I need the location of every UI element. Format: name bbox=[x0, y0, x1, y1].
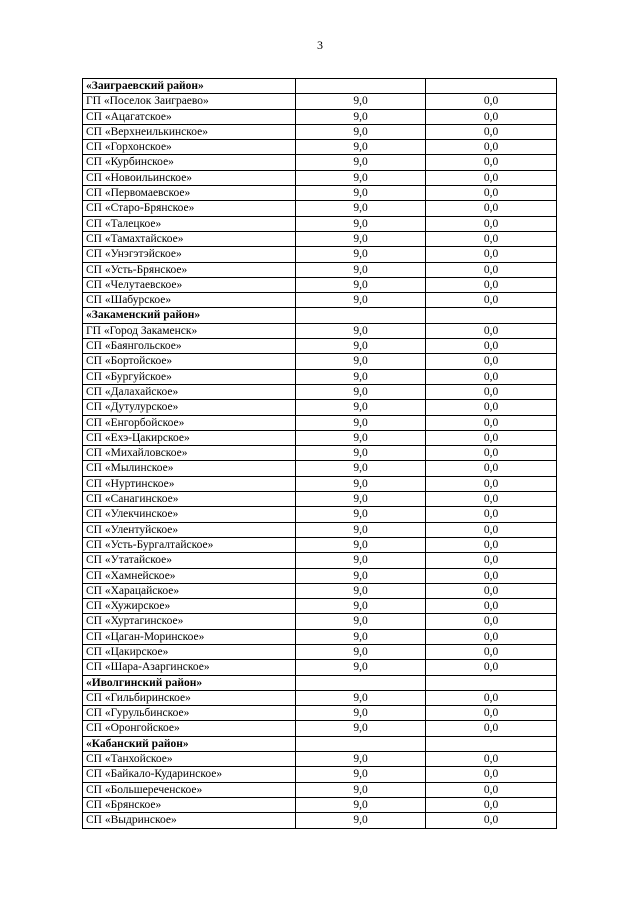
value-cell-2: 0,0 bbox=[426, 461, 557, 476]
value-cell-1: 9,0 bbox=[296, 492, 426, 507]
value-cell-1: 9,0 bbox=[296, 614, 426, 629]
settlement-name-cell: СП «Старо-Брянское» bbox=[83, 201, 296, 216]
table-row bbox=[83, 124, 557, 139]
value-cell-2: 0,0 bbox=[426, 201, 557, 216]
value-cell-1: 9,0 bbox=[296, 461, 426, 476]
value-cell-1 bbox=[296, 675, 426, 690]
value-cell-2: 0,0 bbox=[426, 782, 557, 797]
value-cell-2: 0,0 bbox=[426, 354, 557, 369]
value-cell-2: 0,0 bbox=[426, 522, 557, 537]
table-row bbox=[83, 461, 557, 476]
value-cell-2: 0,0 bbox=[426, 583, 557, 598]
table-row bbox=[83, 706, 557, 721]
settlement-name-cell: СП «Тамахтайское» bbox=[83, 231, 296, 246]
table-row bbox=[83, 507, 557, 522]
table-row bbox=[83, 369, 557, 384]
value-cell-1: 9,0 bbox=[296, 277, 426, 292]
value-cell-1: 9,0 bbox=[296, 216, 426, 231]
table-row bbox=[83, 599, 557, 614]
table-row bbox=[83, 446, 557, 461]
value-cell-2: 0,0 bbox=[426, 247, 557, 262]
value-cell-1: 9,0 bbox=[296, 752, 426, 767]
district-header-row bbox=[83, 675, 557, 690]
value-cell-1: 9,0 bbox=[296, 583, 426, 598]
value-cell-1: 9,0 bbox=[296, 140, 426, 155]
settlement-name-cell: СП «Михайловское» bbox=[83, 446, 296, 461]
table-row bbox=[83, 614, 557, 629]
settlement-name-cell: СП «Унэгэтэйское» bbox=[83, 247, 296, 262]
settlement-name-cell: СП «Челутаевское» bbox=[83, 277, 296, 292]
table-row bbox=[83, 660, 557, 675]
settlement-name-cell: СП «Улентуйское» bbox=[83, 522, 296, 537]
settlement-name-cell: СП «Хуртагинское» bbox=[83, 614, 296, 629]
settlement-name-cell: СП «Усть-Брянское» bbox=[83, 262, 296, 277]
table-row bbox=[83, 262, 557, 277]
page-number: 3 bbox=[317, 38, 323, 52]
value-cell-2: 0,0 bbox=[426, 721, 557, 736]
value-cell-2: 0,0 bbox=[426, 109, 557, 124]
value-cell-2: 0,0 bbox=[426, 400, 557, 415]
table-row bbox=[83, 231, 557, 246]
table-row bbox=[83, 94, 557, 109]
settlement-name-cell: СП «Оронгойское» bbox=[83, 721, 296, 736]
district-name-cell: «Заиграевский район» bbox=[83, 79, 296, 94]
value-cell-2: 0,0 bbox=[426, 752, 557, 767]
value-cell-1: 9,0 bbox=[296, 797, 426, 812]
settlement-name-cell: СП «Хамнейское» bbox=[83, 568, 296, 583]
value-cell-2: 0,0 bbox=[426, 323, 557, 338]
value-cell-1: 9,0 bbox=[296, 231, 426, 246]
value-cell-1: 9,0 bbox=[296, 94, 426, 109]
value-cell-2: 0,0 bbox=[426, 277, 557, 292]
municipality-rates-table bbox=[82, 78, 557, 829]
value-cell-1: 9,0 bbox=[296, 186, 426, 201]
value-cell-1: 9,0 bbox=[296, 553, 426, 568]
value-cell-1: 9,0 bbox=[296, 155, 426, 170]
value-cell-1 bbox=[296, 308, 426, 323]
settlement-name-cell: СП «Улекчинское» bbox=[83, 507, 296, 522]
value-cell-2: 0,0 bbox=[426, 492, 557, 507]
value-cell-2: 0,0 bbox=[426, 293, 557, 308]
settlement-name-cell: СП «Шабурское» bbox=[83, 293, 296, 308]
value-cell-1: 9,0 bbox=[296, 721, 426, 736]
settlement-name-cell: СП «Танхойское» bbox=[83, 752, 296, 767]
settlement-name-cell: СП «Цакирское» bbox=[83, 644, 296, 659]
value-cell-1: 9,0 bbox=[296, 446, 426, 461]
value-cell-1: 9,0 bbox=[296, 568, 426, 583]
value-cell-2: 0,0 bbox=[426, 476, 557, 491]
table-row bbox=[83, 568, 557, 583]
value-cell-1: 9,0 bbox=[296, 247, 426, 262]
value-cell-1: 9,0 bbox=[296, 813, 426, 828]
settlement-name-cell: ГП «Поселок Заиграево» bbox=[83, 94, 296, 109]
value-cell-1: 9,0 bbox=[296, 644, 426, 659]
settlement-name-cell: СП «Большереченское» bbox=[83, 782, 296, 797]
value-cell-2: 0,0 bbox=[426, 140, 557, 155]
value-cell-1: 9,0 bbox=[296, 767, 426, 782]
value-cell-2: 0,0 bbox=[426, 339, 557, 354]
settlement-name-cell: СП «Талецкое» bbox=[83, 216, 296, 231]
district-header-row bbox=[83, 736, 557, 751]
settlement-name-cell: СП «Первомаевское» bbox=[83, 186, 296, 201]
value-cell-2: 0,0 bbox=[426, 430, 557, 445]
value-cell-2: 0,0 bbox=[426, 660, 557, 675]
settlement-name-cell: СП «Санагинское» bbox=[83, 492, 296, 507]
value-cell-2: 0,0 bbox=[426, 644, 557, 659]
value-cell-1: 9,0 bbox=[296, 109, 426, 124]
table-row bbox=[83, 201, 557, 216]
table-row bbox=[83, 354, 557, 369]
settlement-name-cell: СП «Байкало-Кударинское» bbox=[83, 767, 296, 782]
value-cell-1: 9,0 bbox=[296, 522, 426, 537]
district-name-cell: «Кабанский район» bbox=[83, 736, 296, 751]
table-row bbox=[83, 721, 557, 736]
value-cell-2: 0,0 bbox=[426, 813, 557, 828]
value-cell-2 bbox=[426, 79, 557, 94]
value-cell-1 bbox=[296, 736, 426, 751]
value-cell-1: 9,0 bbox=[296, 369, 426, 384]
value-cell-2: 0,0 bbox=[426, 186, 557, 201]
value-cell-2: 0,0 bbox=[426, 767, 557, 782]
table-row bbox=[83, 629, 557, 644]
value-cell-2: 0,0 bbox=[426, 507, 557, 522]
table-row bbox=[83, 522, 557, 537]
settlement-name-cell: СП «Ехэ-Цакирское» bbox=[83, 430, 296, 445]
settlement-name-cell: СП «Харацайское» bbox=[83, 583, 296, 598]
value-cell-1: 9,0 bbox=[296, 537, 426, 552]
table-row bbox=[83, 323, 557, 338]
value-cell-1: 9,0 bbox=[296, 415, 426, 430]
value-cell-1: 9,0 bbox=[296, 629, 426, 644]
table-row bbox=[83, 155, 557, 170]
settlement-name-cell: СП «Бургуйское» bbox=[83, 369, 296, 384]
settlement-name-cell: СП «Дутулурское» bbox=[83, 400, 296, 415]
table-row bbox=[83, 813, 557, 828]
district-name-cell: «Иволгинский район» bbox=[83, 675, 296, 690]
table-row bbox=[83, 277, 557, 292]
table-row bbox=[83, 583, 557, 598]
settlement-name-cell: СП «Верхнеилькинское» bbox=[83, 124, 296, 139]
value-cell-2 bbox=[426, 675, 557, 690]
value-cell-1: 9,0 bbox=[296, 201, 426, 216]
settlement-name-cell: СП «Гурульбинское» bbox=[83, 706, 296, 721]
table-row bbox=[83, 186, 557, 201]
value-cell-1: 9,0 bbox=[296, 660, 426, 675]
value-cell-2: 0,0 bbox=[426, 384, 557, 399]
table-row bbox=[83, 644, 557, 659]
value-cell-2 bbox=[426, 736, 557, 751]
value-cell-2: 0,0 bbox=[426, 155, 557, 170]
table-row bbox=[83, 690, 557, 705]
settlement-name-cell: СП «Баянгольское» bbox=[83, 339, 296, 354]
table-row bbox=[83, 767, 557, 782]
table-row bbox=[83, 293, 557, 308]
value-cell-1: 9,0 bbox=[296, 430, 426, 445]
settlement-name-cell: СП «Шара-Азаргинское» bbox=[83, 660, 296, 675]
settlement-name-cell: СП «Цаган-Моринское» bbox=[83, 629, 296, 644]
value-cell-2: 0,0 bbox=[426, 262, 557, 277]
value-cell-2: 0,0 bbox=[426, 553, 557, 568]
table-row bbox=[83, 752, 557, 767]
district-header-row bbox=[83, 308, 557, 323]
settlement-name-cell: СП «Хужирское» bbox=[83, 599, 296, 614]
value-cell-2: 0,0 bbox=[426, 599, 557, 614]
district-header-row bbox=[83, 79, 557, 94]
value-cell-2 bbox=[426, 308, 557, 323]
settlement-name-cell: СП «Далахайское» bbox=[83, 384, 296, 399]
table-row bbox=[83, 415, 557, 430]
settlement-name-cell: СП «Брянское» bbox=[83, 797, 296, 812]
table-row bbox=[83, 170, 557, 185]
table-row bbox=[83, 384, 557, 399]
settlement-name-cell: СП «Ацагатское» bbox=[83, 109, 296, 124]
value-cell-1: 9,0 bbox=[296, 476, 426, 491]
value-cell-2: 0,0 bbox=[426, 537, 557, 552]
value-cell-2: 0,0 bbox=[426, 415, 557, 430]
settlement-name-cell: СП «Мылинское» bbox=[83, 461, 296, 476]
value-cell-1: 9,0 bbox=[296, 124, 426, 139]
value-cell-2: 0,0 bbox=[426, 94, 557, 109]
value-cell-2: 0,0 bbox=[426, 690, 557, 705]
table-row bbox=[83, 400, 557, 415]
value-cell-2: 0,0 bbox=[426, 706, 557, 721]
value-cell-2: 0,0 bbox=[426, 124, 557, 139]
value-cell-1: 9,0 bbox=[296, 293, 426, 308]
table-row bbox=[83, 782, 557, 797]
value-cell-1: 9,0 bbox=[296, 400, 426, 415]
table-row bbox=[83, 140, 557, 155]
value-cell-1: 9,0 bbox=[296, 323, 426, 338]
value-cell-1: 9,0 bbox=[296, 354, 426, 369]
table-body bbox=[83, 79, 557, 829]
settlement-name-cell: ГП «Город Закаменск» bbox=[83, 323, 296, 338]
settlement-name-cell: СП «Бортойское» bbox=[83, 354, 296, 369]
value-cell-2: 0,0 bbox=[426, 170, 557, 185]
value-cell-1: 9,0 bbox=[296, 706, 426, 721]
value-cell-1: 9,0 bbox=[296, 507, 426, 522]
value-cell-2: 0,0 bbox=[426, 216, 557, 231]
table-row bbox=[83, 553, 557, 568]
district-name-cell: «Закаменский район» bbox=[83, 308, 296, 323]
value-cell-2: 0,0 bbox=[426, 568, 557, 583]
value-cell-1: 9,0 bbox=[296, 384, 426, 399]
value-cell-1: 9,0 bbox=[296, 599, 426, 614]
table-row bbox=[83, 247, 557, 262]
settlement-name-cell: СП «Горхонское» bbox=[83, 140, 296, 155]
settlement-name-cell: СП «Нуртинское» bbox=[83, 476, 296, 491]
value-cell-1: 9,0 bbox=[296, 782, 426, 797]
value-cell-2: 0,0 bbox=[426, 614, 557, 629]
value-cell-2: 0,0 bbox=[426, 231, 557, 246]
table-row bbox=[83, 216, 557, 231]
value-cell-1: 9,0 bbox=[296, 262, 426, 277]
settlement-name-cell: СП «Курбинское» bbox=[83, 155, 296, 170]
table-row bbox=[83, 430, 557, 445]
table-row bbox=[83, 339, 557, 354]
value-cell-1: 9,0 bbox=[296, 170, 426, 185]
table-row bbox=[83, 537, 557, 552]
value-cell-2: 0,0 bbox=[426, 629, 557, 644]
value-cell-1: 9,0 bbox=[296, 690, 426, 705]
settlement-name-cell: СП «Усть-Бургалтайское» bbox=[83, 537, 296, 552]
settlement-name-cell: СП «Выдринское» bbox=[83, 813, 296, 828]
settlement-name-cell: СП «Енгорбойское» bbox=[83, 415, 296, 430]
table-row bbox=[83, 492, 557, 507]
settlement-name-cell: СП «Утатайское» bbox=[83, 553, 296, 568]
value-cell-2: 0,0 bbox=[426, 797, 557, 812]
table-row bbox=[83, 109, 557, 124]
settlement-name-cell: СП «Гильбиринское» bbox=[83, 690, 296, 705]
table-row bbox=[83, 797, 557, 812]
value-cell-2: 0,0 bbox=[426, 446, 557, 461]
value-cell-2: 0,0 bbox=[426, 369, 557, 384]
settlement-name-cell: СП «Новоильинское» bbox=[83, 170, 296, 185]
table-row bbox=[83, 476, 557, 491]
value-cell-1 bbox=[296, 79, 426, 94]
value-cell-1: 9,0 bbox=[296, 339, 426, 354]
